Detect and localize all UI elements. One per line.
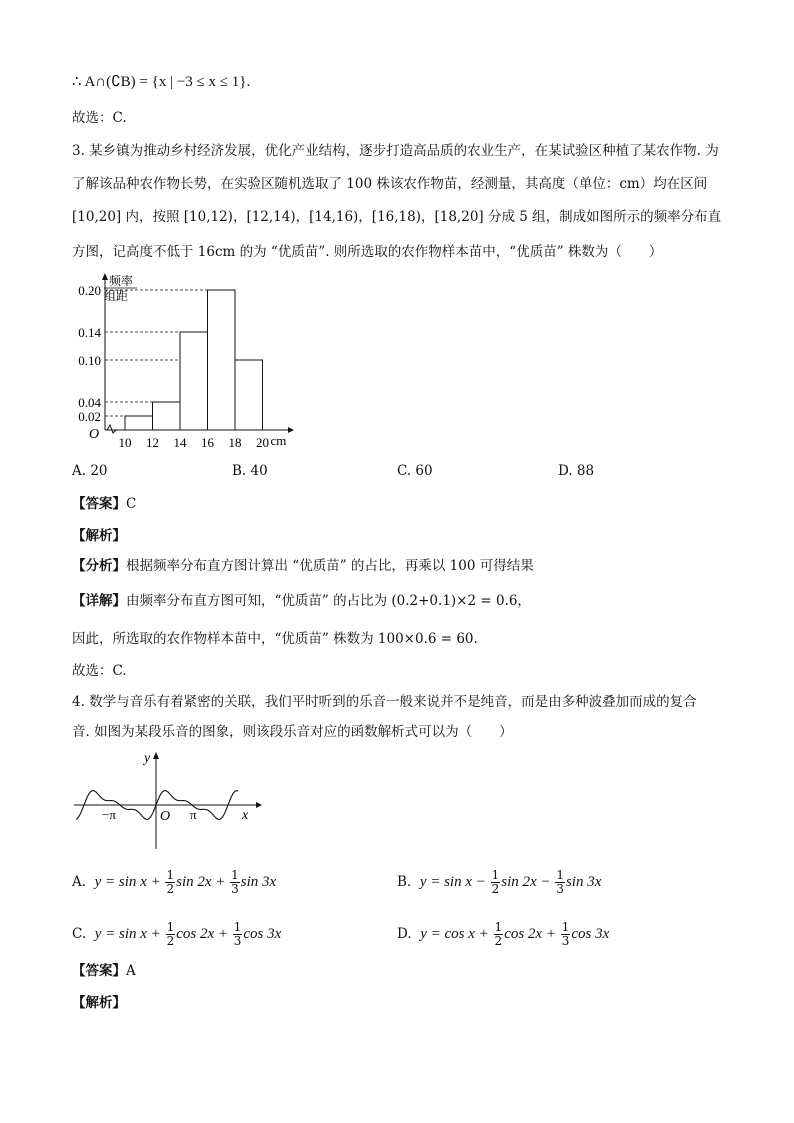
- q4-analysis-tag: 【解析】: [72, 995, 126, 1011]
- y-axis-label-bottom: 组距: [104, 289, 129, 303]
- x-tick-label: 12: [146, 435, 159, 450]
- option-letter: D.: [397, 926, 412, 942]
- option-letter: A.: [72, 874, 87, 890]
- pi-label: π: [190, 807, 197, 822]
- xiangjie-tag: 【详解】: [72, 593, 126, 609]
- sound-wave-graph: [70, 745, 265, 853]
- axis-break-mark: [107, 425, 116, 433]
- fraction: $\frac{1}{2}$: [491, 868, 500, 896]
- option-tail: cos 3x: [571, 926, 610, 942]
- histogram-bar: [153, 402, 181, 430]
- y-axis-label: y: [144, 751, 151, 766]
- x-tick-label: 20: [256, 435, 269, 450]
- fenxi-tag: 【分析】: [72, 558, 126, 574]
- fraction: $\frac{1}{3}$: [556, 868, 564, 896]
- fraction: $\frac{1}{2}$: [166, 920, 175, 948]
- q3-answer-line: [72, 494, 136, 514]
- y-axis-arrow-icon: [153, 752, 159, 759]
- option-middle: sin 2x +: [176, 874, 230, 890]
- neg-pi-label: −π: [102, 807, 116, 822]
- y-tick-label: 0.10: [78, 353, 101, 368]
- option-letter: B.: [397, 874, 412, 890]
- histogram-bar: [180, 332, 208, 430]
- y-tick-label: 0.20: [78, 283, 101, 298]
- choice-line: 故选：C.: [72, 110, 127, 126]
- q3-choice-line: 故选：C.: [72, 663, 127, 679]
- option-lead: y = sin x −: [419, 874, 490, 890]
- x-tick-label: 14: [173, 435, 187, 450]
- option-middle: cos 2x +: [504, 926, 560, 942]
- fraction: $\frac{1}{3}$: [561, 920, 570, 948]
- option-tail: cos 3x: [243, 926, 282, 942]
- frequency-histogram: [70, 268, 310, 453]
- answer-value: C: [126, 496, 137, 512]
- q3-option-c: C. 60: [397, 463, 433, 479]
- q3-fenxi-line: [72, 556, 534, 576]
- q4-answer-line: [72, 961, 136, 981]
- q3-text-line-1: 3. 某乡镇为推动乡村经济发展，优化产业结构，逐步打造高品质的农业生产，在某试验区种植了某农作物. 为: [72, 143, 719, 159]
- x-axis-unit-label: cm: [270, 433, 287, 448]
- x-tick-label: 18: [228, 435, 242, 450]
- y-axis-arrow-icon: [102, 273, 108, 280]
- q4-option-d: [397, 920, 609, 948]
- fraction: $\frac{1}{3}$: [231, 868, 239, 896]
- option-middle: cos 2x +: [176, 926, 232, 942]
- fraction: $\frac{1}{2}$: [166, 868, 175, 896]
- option-tail: sin 3x: [565, 874, 602, 890]
- xiangjie-text: 由频率分布直方图可知，“优质苗” 的占比为 (0.2+0.1)×2 = 0.6，: [126, 593, 531, 609]
- x-axis-arrow-icon: [288, 427, 294, 433]
- y-axis-label-top: 频率: [109, 274, 134, 288]
- set-result: ∴ A∩(∁B) = {x | −3 ≤ x ≤ 1}.: [72, 74, 251, 90]
- x-axis-arrow-icon: [256, 802, 262, 808]
- q3-option-d: D. 88: [558, 463, 595, 479]
- option-lead: y = sin x +: [94, 926, 165, 942]
- option-tail: sin 3x: [240, 874, 277, 890]
- x-axis-label: x: [242, 808, 249, 823]
- answer-value: A: [126, 963, 136, 979]
- q4-option-c: [72, 920, 281, 948]
- x-tick-label: 10: [118, 435, 132, 450]
- histogram-bar: [208, 290, 236, 430]
- q3-text-line-2: 了解该品种农作物长势，在实验区随机选取了 100 株该农作物苗，经测量，其高度（单位：cm）均在区间: [72, 176, 708, 192]
- q4-option-b: [397, 868, 601, 896]
- y-tick-label: 0.14: [78, 325, 101, 340]
- q4-text-line-2: 音. 如图为某段乐音的图象，则该段乐音对应的函数解析式可以为（ ）: [72, 724, 513, 740]
- option-lead: y = sin x +: [94, 874, 165, 890]
- q4-text-line-1: 4. 数学与音乐有着紧密的关联，我们平时听到的乐音一般来说并不是纯音，而是由多种波叠加而成的复合: [72, 694, 697, 710]
- q3-option-b: B. 40: [232, 463, 268, 479]
- y-tick-label: 0.04: [78, 395, 101, 410]
- origin-label: O: [89, 427, 100, 442]
- fenxi-text: 根据频率分布直方图计算出 “优质苗” 的占比，再乘以 100 可得结果: [126, 558, 534, 574]
- origin-label: O: [160, 809, 171, 824]
- histogram-bar: [235, 360, 263, 430]
- q4-option-a: [72, 868, 276, 896]
- q3-xiangjie-line: [72, 591, 531, 611]
- fraction: $\frac{1}{2}$: [494, 920, 503, 948]
- option-middle: sin 2x −: [501, 874, 555, 890]
- y-tick-label: 0.02: [78, 409, 101, 424]
- answer-tag: 【答案】: [72, 963, 126, 979]
- answer-tag: 【答案】: [72, 496, 126, 512]
- q3-analysis-tag: 【解析】: [72, 528, 126, 544]
- q3-text-line-3: [10,20] 内，按照 [10,12)，[12,14)，[14,16)，[16,18)，[18,20] 分成 5 组，制成如图所示的频率分布直: [72, 209, 722, 225]
- x-tick-label: 16: [201, 435, 214, 450]
- q3-text-line-4: 方图，记高度不低于 16cm 的为 “优质苗”. 则所选取的农作物样本苗中，“优质苗” 株数为（ ）: [72, 244, 663, 260]
- option-letter: C.: [72, 926, 87, 942]
- histogram-bar: [125, 416, 153, 430]
- fraction: $\frac{1}{3}$: [233, 920, 242, 948]
- q3-option-a: A. 20: [72, 463, 108, 479]
- q3-therefore-line: 因此，所选取的农作物样本苗中，“优质苗” 株数为 100×0.6 = 60.: [72, 631, 478, 647]
- option-lead: y = cos x +: [420, 926, 493, 942]
